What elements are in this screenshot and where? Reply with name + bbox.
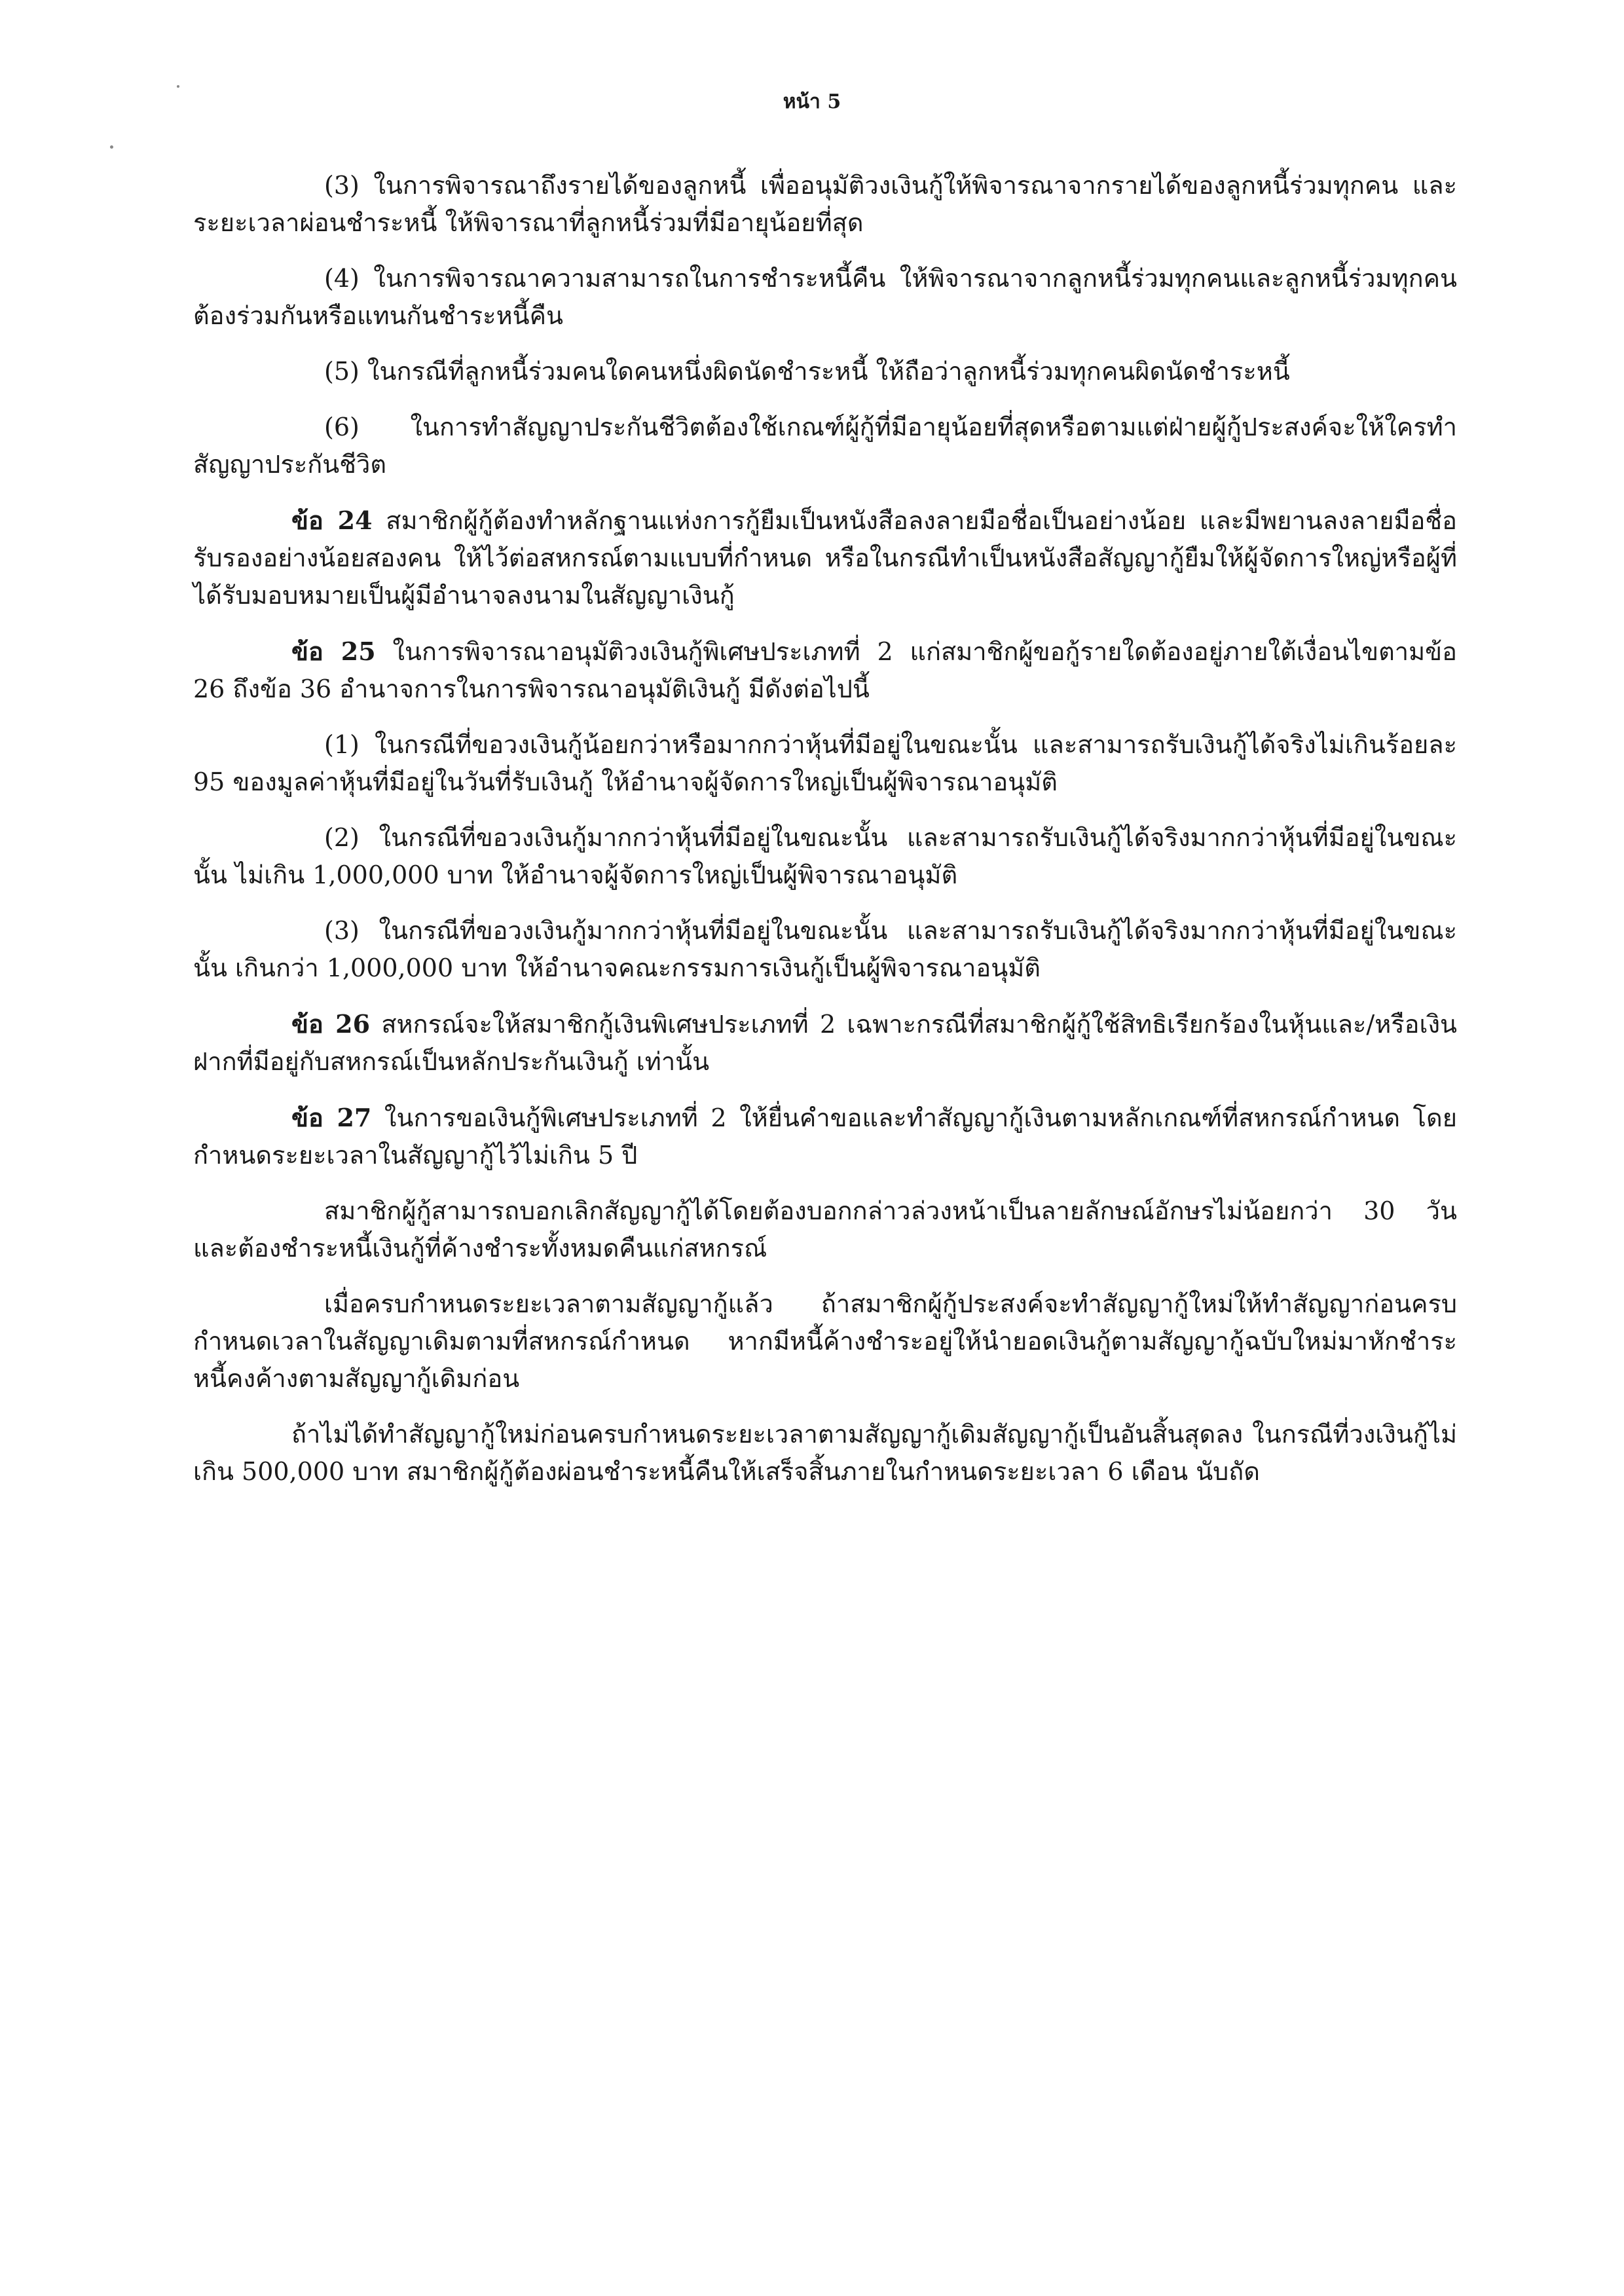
clause-label: ข้อ 26	[291, 1009, 371, 1039]
document-body	[193, 167, 1457, 1509]
page-number: หน้า 5	[783, 90, 841, 113]
paragraph-item-1: (1) ในกรณีที่ขอวงเงินกู้น้อยกว่าหรือมากกว่าหุ้นที่มีอยู่ในขณะนั้น และสามารถรับเงินกู้ได้จริงไม่เกินร้อยละ 95 ของมูลค่าหุ้นที่มีอยู่ในวันที่รับเงินกู้ ให้อำนาจผู้จัดการใหญ่เป็นผู้พิจารณาอนุมัติ	[193, 730, 1457, 796]
paragraph-item-4: (4) ในการพิจารณาความสามารถในการชำระหนี้คืน ให้พิจารณาจากลูกหนี้ร่วมทุกคนและลูกหนี้ร่วมทุกคนต้องร่วมกันหรือแทนกันชำระหนี้คืน	[193, 264, 1457, 330]
scan-speck	[110, 145, 113, 149]
paragraph-cancellation: สมาชิกผู้กู้สามารถบอกเลิกสัญญากู้ได้โดยต้องบอกกล่าวล่วงหน้าเป็นลายลักษณ์อักษรไม่น้อยกว่า 30 วัน และต้องชำระหนี้เงินกู้ที่ค้างชำระทั้งหมดคืนแก่สหกรณ์	[193, 1196, 1457, 1263]
clause-24: ข้อ 24 สมาชิกผู้กู้ต้องทำหลักฐานแห่งการกู้ยืมเป็นหนังสือลงลายมือชื่อเป็นอย่างน้อย และมีพยานลงลายมือชื่อรับรองอย่างน้อยสองคน ให้ไว้ต่อสหกรณ์ตามแบบที่กำหนด หรือในกรณีทำเป็นหนังสือสัญญากู้ยืมให้ผู้จัดการใหญ่หรือผู้ที่ได้รับมอบหมายเป็นผู้มีอำนาจลงนามในสัญญาเงินกู้	[193, 506, 1457, 610]
clause-label: ข้อ 24	[291, 506, 373, 535]
clause-26: ข้อ 26 สหกรณ์จะให้สมาชิกกู้เงินพิเศษประเภทที่ 2 เฉพาะกรณีที่สมาชิกผู้กู้ใช้สิทธิเรียกร้องในหุ้นและ/หรือเงินฝากที่มีอยู่กับสหกรณ์เป็นหลักประกันเงินกู้ เท่านั้น	[193, 1009, 1457, 1076]
paragraph-item-3b: (3) ในกรณีที่ขอวงเงินกู้มากกว่าหุ้นที่มีอยู่ในขณะนั้น และสามารถรับเงินกู้ได้จริงมากกว่าหุ้นที่มีอยู่ในขณะนั้น เกินกว่า 1,000,000 บาท ให้อำนาจคณะกรรมการเงินกู้เป็นผู้พิจารณาอนุมัติ	[193, 916, 1457, 982]
clause-27: ข้อ 27 ในการขอเงินกู้พิเศษประเภทที่ 2 ให้ยื่นคำขอและทำสัญญากู้เงินตามหลักเกณฑ์ที่สหกรณ์กำหนด โดยกำหนดระยะเวลาในสัญญากู้ไว้ไม่เกิน 5 ปี	[193, 1103, 1457, 1170]
paragraph-item-6: (6) ในการทำสัญญาประกันชีวิตต้องใช้เกณฑ์ผู้กู้ที่มีอายุน้อยที่สุดหรือตามแต่ฝ่ายผู้กู้ประสงค์จะให้ใครทำสัญญาประกันชีวิต	[193, 413, 1457, 479]
paragraph-renewal: เมื่อครบกำหนดระยะเวลาตามสัญญากู้แล้ว ถ้าสมาชิกผู้กู้ประสงค์จะทำสัญญากู้ใหม่ให้ทำสัญญาก่อนครบกำหนดเวลาในสัญญาเดิมตามที่สหกรณ์กำหนด หากมีหนี้ค้างชำระอยู่ให้นำยอดเงินกู้ตามสัญญากู้ฉบับใหม่มาหักชำระหนี้คงค้างตามสัญญากู้เดิมก่อน	[193, 1289, 1457, 1393]
paragraph-item-2: (2) ในกรณีที่ขอวงเงินกู้มากกว่าหุ้นที่มีอยู่ในขณะนั้น และสามารถรับเงินกู้ได้จริงมากกว่าหุ้นที่มีอยู่ในขณะนั้น ไม่เกิน 1,000,000 บาท ให้อำนาจผู้จัดการใหญ่เป็นผู้พิจารณาอนุมัติ	[193, 823, 1457, 889]
paragraph-item-5: (5) ในกรณีที่ลูกหนี้ร่วมคนใดคนหนึ่งผิดนัดชำระหนี้ ให้ถือว่าลูกหนี้ร่วมทุกคนผิดนัดชำระหนี้	[324, 357, 1290, 386]
paragraph-expiry: ถ้าไม่ได้ทำสัญญากู้ใหม่ก่อนครบกำหนดระยะเวลาตามสัญญากู้เดิมสัญญากู้เป็นอันสิ้นสุดลง ในกรณีที่วงเงินกู้ไม่เกิน 500,000 บาท สมาชิกผู้กู้ต้องผ่อนชำระหนี้คืนให้เสร็จสิ้นภายในกำหนดระยะเวลา 6 เดือน นับถัด	[193, 1420, 1457, 1486]
clause-label: ข้อ 27	[291, 1103, 372, 1132]
paragraph-item-3: (3) ในการพิจารณาถึงรายได้ของลูกหนี้ เพื่ออนุมัติวงเงินกู้ให้พิจารณาจากรายได้ของลูกหนี้ร่วมทุกคน และระยะเวลาผ่อนชำระหนี้ ให้พิจารณาที่ลูกหนี้ร่วมที่มีอายุน้อยที่สุด	[193, 171, 1457, 237]
clause-label: ข้อ 25	[291, 637, 376, 666]
clause-25: ข้อ 25 ในการพิจารณาอนุมัติวงเงินกู้พิเศษประเภทที่ 2 แก่สมาชิกผู้ขอกู้รายใดต้องอยู่ภายใต้เงื่อนไขตามข้อ 26 ถึงข้อ 36 อำนาจการในการพิจารณาอนุมัติเงินกู้ มีดังต่อไปนี้	[193, 637, 1457, 703]
